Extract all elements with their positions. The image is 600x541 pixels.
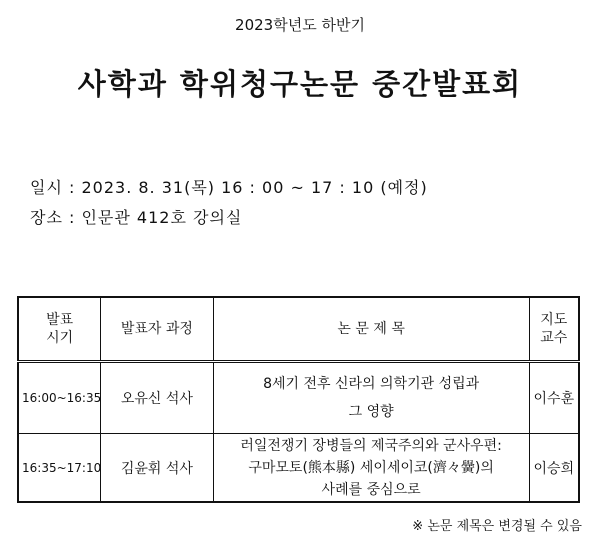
table-header-row <box>18 297 579 362</box>
header-title: 논 문 제 목 <box>213 297 529 362</box>
header-presenter: 발표자 과정 <box>101 297 213 362</box>
page-title: 사학과 학위청구논문 중간발표회 <box>77 67 523 101</box>
paper-title-line1: 러일전쟁기 장병들의 제국주의와 군사우편: <box>240 437 502 454</box>
header-advisor <box>529 297 579 362</box>
row-paper-title <box>213 434 529 503</box>
header-time <box>18 297 101 362</box>
table-row <box>18 362 579 434</box>
paper-title-line3: 사례를 중심으로 <box>321 481 421 498</box>
header-time-line2: 시기 <box>46 330 74 346</box>
footnote: ※ 논문 제목은 변경될 수 있음 <box>412 519 582 534</box>
header-advisor-line2: 교수 <box>540 330 568 346</box>
row-presenter: 김윤휘 석사 <box>101 434 213 503</box>
row-time: 16:35~17:10 <box>18 434 101 503</box>
row-advisor: 이승희 <box>529 434 579 503</box>
event-place: 장소 : 인문관 412호 강의실 <box>30 208 243 227</box>
schedule-table <box>17 296 580 503</box>
row-advisor: 이수훈 <box>529 362 579 434</box>
page-subtitle: 2023학년도 하반기 <box>235 16 365 34</box>
paper-title-line2: 구마모토(熊本縣) 세이세이코(濟々黌)의 <box>248 459 494 476</box>
paper-title-line2: 그 영향 <box>348 404 394 420</box>
table-row <box>18 434 579 503</box>
header-time-line1: 발표 <box>46 312 74 328</box>
row-presenter: 오유신 석사 <box>101 362 213 434</box>
row-time: 16:00~16:35 <box>18 362 101 434</box>
header-advisor-line1: 지도 <box>540 312 568 328</box>
row-paper-title <box>213 362 529 434</box>
event-date: 일시 : 2023. 8. 31(목) 16 : 00 ~ 17 : 10 (예정) <box>30 178 428 197</box>
paper-title-line1: 8세기 전후 신라의 의학기관 성립과 <box>263 376 480 392</box>
